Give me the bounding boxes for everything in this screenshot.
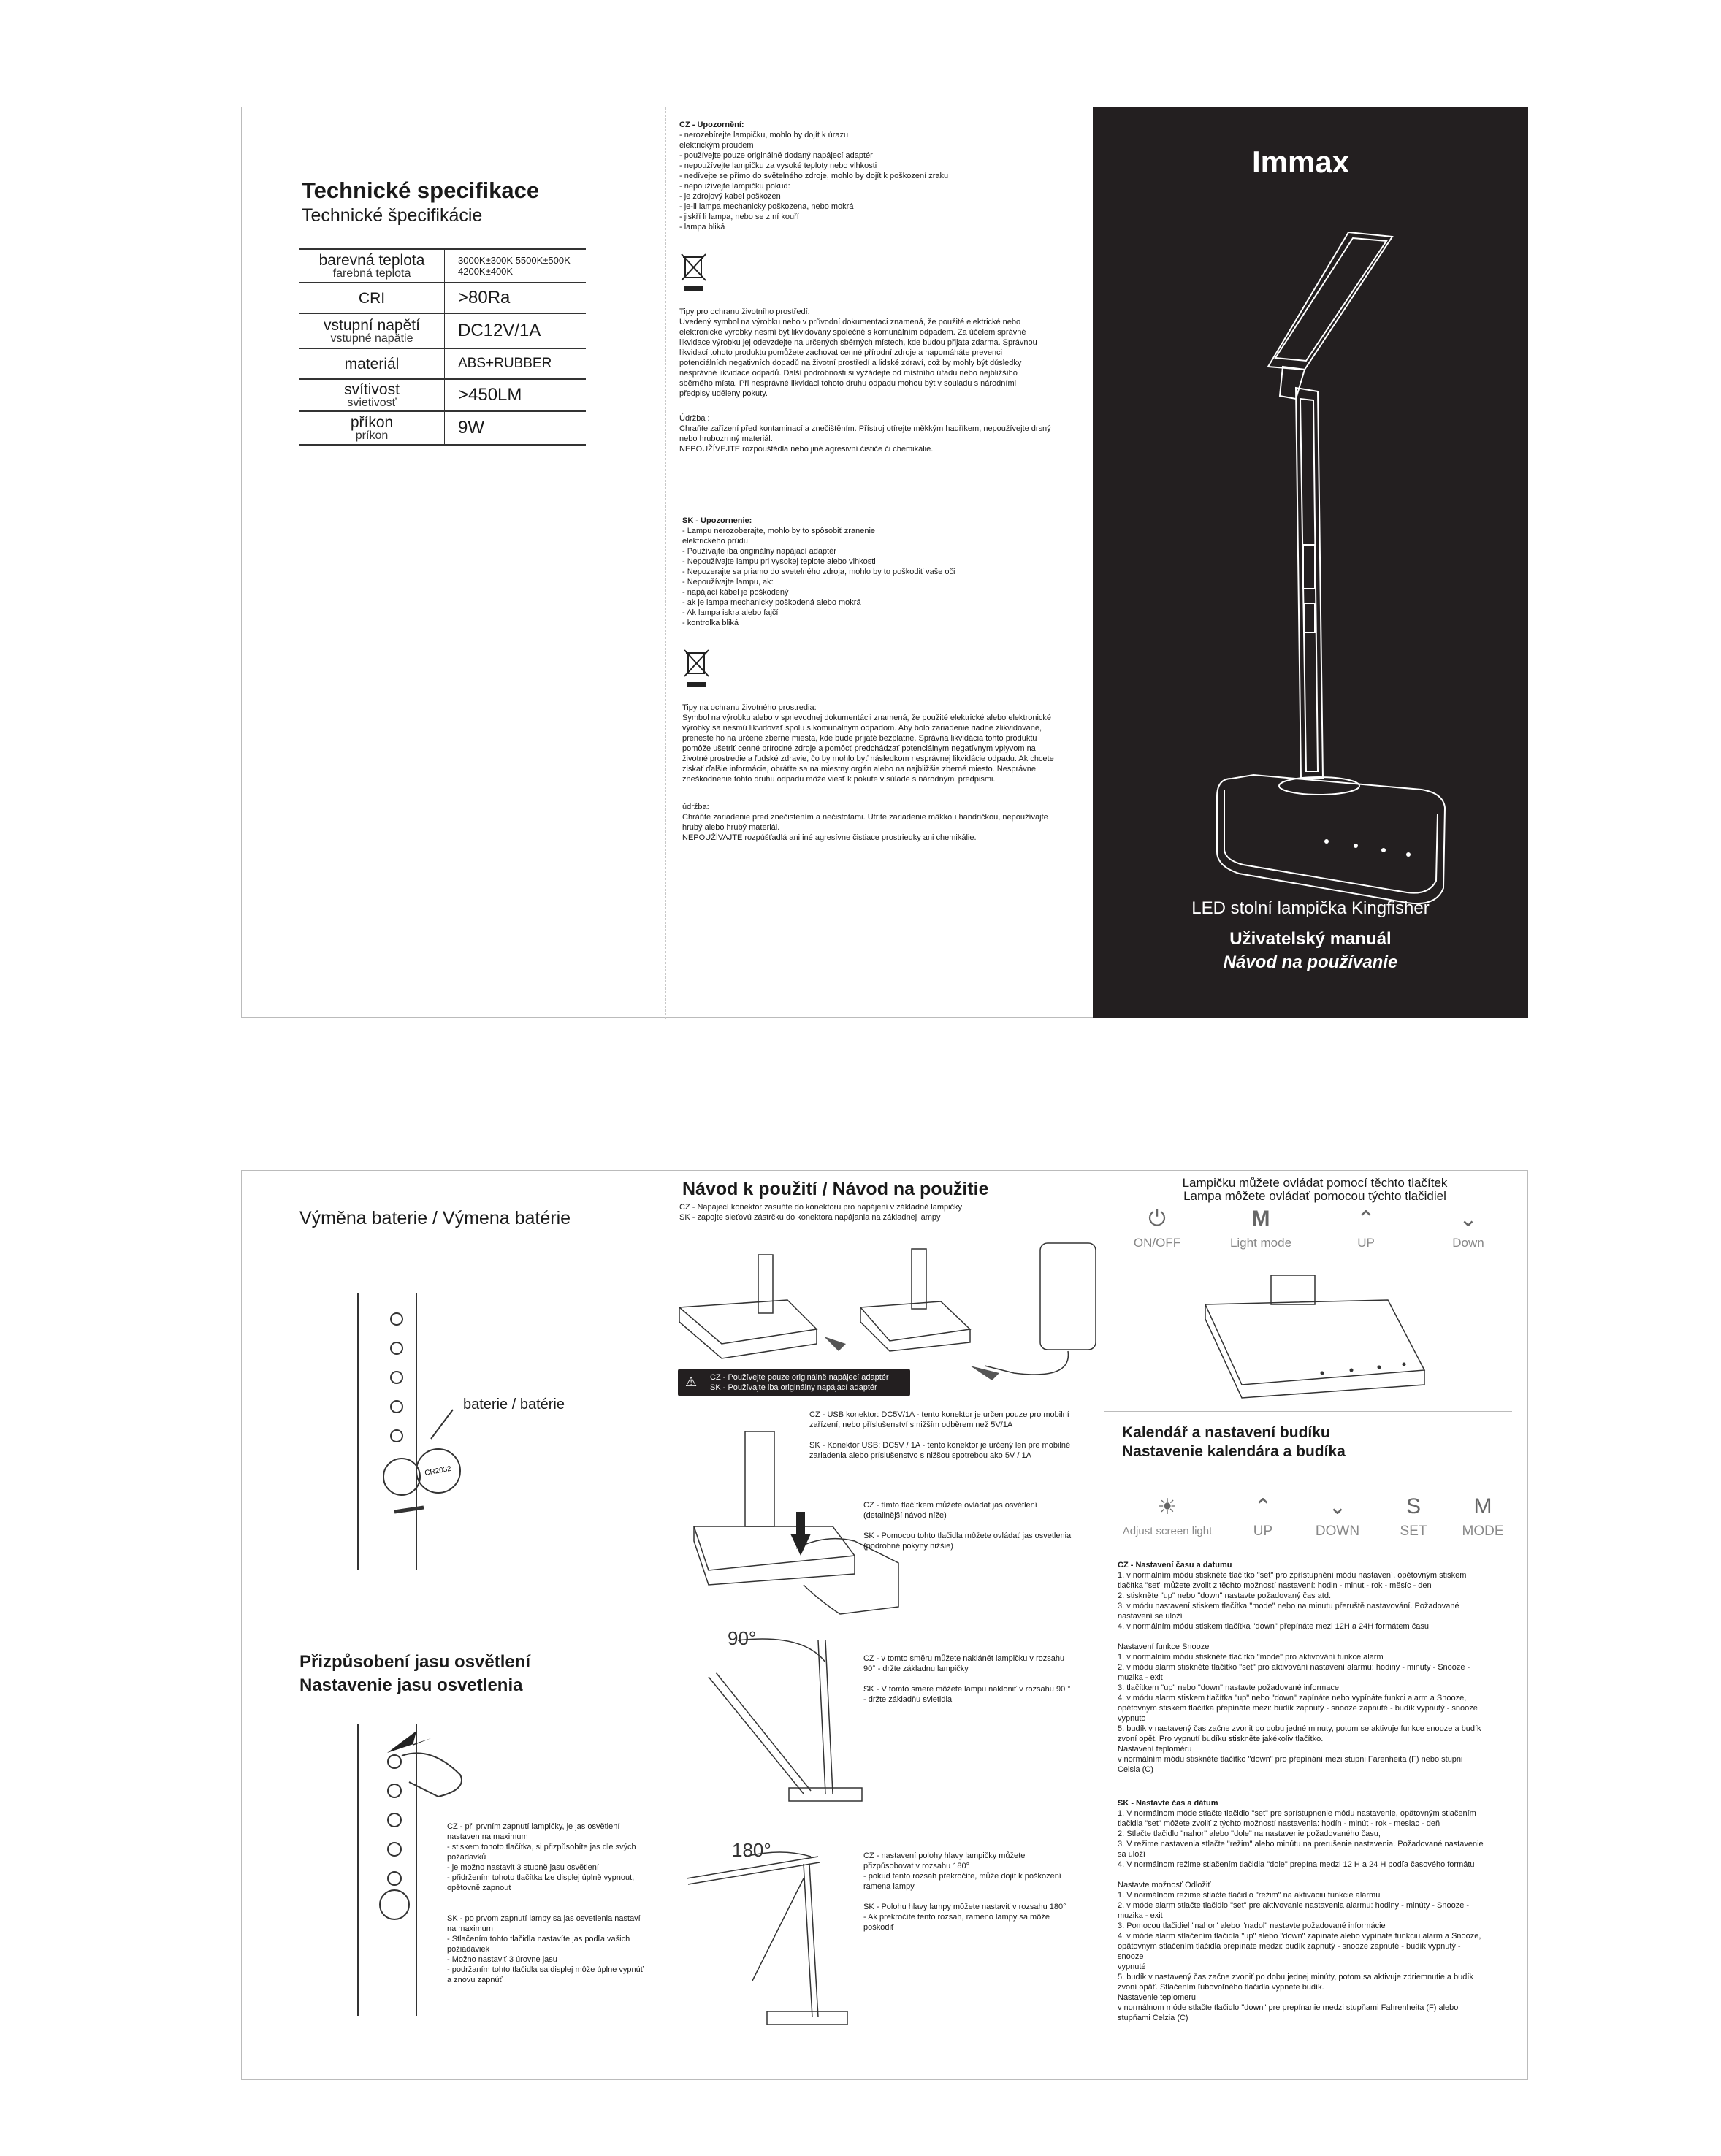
warnings-sk <box>682 516 1091 628</box>
spec-value: 9W <box>458 418 484 437</box>
angle180-label: 180° <box>732 1839 771 1861</box>
weee-bin-icon <box>679 251 709 295</box>
chevron-down-icon: ⌄ <box>1459 1207 1478 1231</box>
spec-label: příkon <box>350 413 394 431</box>
spec-label: barevná teplota <box>318 251 425 269</box>
spec-title-sk: Technické špecifikácie <box>302 205 483 226</box>
lamp-base-illustration <box>1198 1275 1432 1399</box>
battery-title: Výměna baterie / Výmena batérie <box>299 1208 571 1228</box>
calendar-sk-title: SK - Nastavte čas a dátum <box>1118 1799 1218 1808</box>
cal-button-label: DOWN <box>1315 1524 1360 1539</box>
cal-button-label: UP <box>1253 1524 1273 1539</box>
controls-title-sk: Lampa môžete ovládať pomocou týchto tlačidiel <box>1183 1189 1446 1203</box>
angle180-text: CZ - nastavení polohy hlavy lampičky můžete přizpůsobovat v rozsahu 180° - pokud tento rozsah překročíte, může dojít k poškození ramena lampy SK - Polohu hlavy lampy môžete nastaviť v rozsahu 180° - Ak prekročíte tento rozsah, rameno lampy sa môže poškodiť <box>863 1851 1066 1932</box>
control-up <box>1329 1207 1403 1250</box>
control-down <box>1432 1207 1505 1250</box>
spec-title-cz: Technické specifikace <box>302 177 540 203</box>
set-icon: S <box>1405 1494 1421 1518</box>
battery-callout: baterie / batérie <box>463 1396 565 1413</box>
product-name: LED stolní lampička Kingfisher <box>1191 898 1430 918</box>
lamp-illustration <box>1173 223 1480 983</box>
warning-sk-title: SK - Upozornenie: <box>682 516 752 525</box>
control-mode <box>1217 1207 1305 1250</box>
calendar-cz-text: 1. v normálním módu stiskněte tlačítko "set" pro zpřístupnění módu nastavení, opětovným stiskem tlačítka "set" můžete zvolit z těchto možností nastavení: hodin - minut - rok - měsíc - den 2. stiskněte "up" nebo "down" nastavte požadovaný čas atd. 3. v módu nastavení stiskem tlačítka "mode" nebo na minutu přeruště nastavování. Požadované nastavení se uloží 4. v normálním módu stiskem tlačítka "down" přepínáte mezi 12H a 24H formátem času Nastavení funkce Snooze 1. v normálním módu stiskněte tlačítko "mode" pro aktivování funkce alarm 2. v módu alarm stiskněte tlačítko "set" pro aktivování nastavení alarmu: hodiny - minuty - Snooze - muzika - exit 3. tlačítkem "up" nebo "down" nastavte požadované informace 4. v módu alarm stiskem tlačítka "up" nebo "down" zapínáte nebo vypínáte funkci alarm a Snooze, opětovným stiskem tlačítka přepínáte mezi: budík zapnutý - snooze zapnuté - budík vypnutý - snooze vypnuto 5. budík v nastavený čas začne zvonit po dobu jedné minuty, potom se aktivuje funkce snooze a budík zvoní opět. Pro vypnutí budíku stiskněte jakékoliv tlačítko. Nastavení teploměru v normálním módu stiskněte tlačítko "down" pro přepínání mezi stupni Farenheita (F) nebo stupni Celsia (C) <box>1118 1571 1481 1774</box>
spec-label: vstupní napětí <box>324 316 420 334</box>
mode-icon: M <box>1251 1207 1270 1231</box>
cal-button-label: SET <box>1400 1524 1427 1539</box>
spec-value: >450LM <box>458 385 522 405</box>
cal-adjust-light <box>1109 1494 1226 1538</box>
usage-usb: CZ - USB konektor: DC5V/1A - tento konektor je určen pouze pro mobilní zařízení, nebo příslušenství s nižším odběrem než 5V/1A SK - Konektor USB: DC5V / 1A - tento konektor je určený len pre mobilné zariadenia alebo príslušenstvo s nižšou spotrebou ako 5V / 1A <box>809 1410 1071 1460</box>
spec-label: svítivost <box>344 381 400 398</box>
chevron-down-icon: ⌄ <box>1328 1495 1347 1519</box>
brand-logo: Immax <box>1252 145 1350 179</box>
cal-button-label: Adjust screen light <box>1122 1525 1213 1537</box>
cover-panel <box>1093 107 1528 1018</box>
spec-row <box>299 379 586 411</box>
calendar-title-cz: Kalendář a nastavení budíku <box>1122 1424 1330 1441</box>
usage-warning-box <box>678 1369 910 1396</box>
calendar-sk <box>1118 1798 1527 2023</box>
sun-icon: ☀ <box>1157 1495 1178 1519</box>
spec-label: materiál <box>344 355 400 372</box>
angle90-illustration <box>687 1626 877 1816</box>
warning-cz-items: - nerozebírejte lampičku, mohlo by dojít k úrazu elektrickým proudem - používejte pouze originálně dodaný napájecí adaptér - nepoužívejte lampičku za vysoké teploty nebo vlhkosti - nedívejte se přímo do světelného zdroje, mohlo by dojít k poškození zraku - nepoužívejte lampičku pokud: - je zdrojový kabel poškozen - je-li lampa mechanicky poškozena, nebo mokrá - jiskří li lampa, nebo se z ní kouří - lampa bliká <box>679 131 949 232</box>
angle180-illustration <box>679 1835 869 2032</box>
weee-bin-icon <box>682 647 711 691</box>
spec-label-sk: svietivosť <box>347 396 397 409</box>
spec-row <box>299 348 586 379</box>
spec-row <box>299 249 586 283</box>
spec-value: 3000K±300K 5500K±500K 4200K±400K <box>458 255 571 277</box>
warning-cz-title: CZ - Upozornění: <box>679 121 744 129</box>
warning-sk-items: - Lampu nerozoberajte, mohlo by to spôsobiť zranenie elektrického prúdu - Používajte iba originálny napájací adaptér - Nepoužívajte lampu pri vysokej teplote alebo vlhkosti - Nepozerajte sa priamo do svetelného zdroja, mohlo by to poškodiť vaše oči - Nepoužívajte lampu, ak: - napájací kábel je poškodený - ak je lampa mechanicky poškodená alebo mokrá - Ak lampa iskra alebo fajčí - kontrolka bliká <box>682 527 955 627</box>
usage-title: Návod k použití / Návod na použitie <box>682 1179 989 1199</box>
brightness-text-sk: SK - po prvom zapnutí lampy sa jas osvetlenia nastaví na maximum - Stlačením tohto tlačidla nastavíte jas podľa vašich požiadaviek - Možno nastaviť 3 úrovne jasu - podržaním tohto tlačidla sa displej môže úplne vypnúť a znovu zapnúť <box>447 1914 644 1984</box>
calendar-cz <box>1118 1560 1527 1775</box>
angle90-label: 90° <box>728 1627 757 1649</box>
control-label: UP <box>1357 1236 1375 1250</box>
angle90-text: CZ - v tomto směru můžete naklánět lampičku v rozsahu 90° - držte základnu lampičky SK - V tomto smere môžete lampu nakloniť v rozsahu 90 ° - držte základňu svietidla <box>863 1654 1071 1704</box>
brightness-title-sk: Nastavenie jasu osvetlenia <box>299 1675 523 1695</box>
calendar-title-sk: Nastavenie kalendára a budíka <box>1122 1443 1346 1460</box>
spec-label-sk: vstupné napätie <box>330 332 413 345</box>
controls-divider <box>1104 1411 1512 1412</box>
care-sk: údržba: Chráňte zariadenie pred znečistením a nečistotami. Utrite zariadenie mäkkou handričkou, nepoužívajte hrubý alebo hrubý materiál. NEPOUŽÍVAJTE rozpúšťadlá ani iné agresívne čistiace prostriedky ani chemikálie. <box>682 803 1048 842</box>
battery-illustration <box>343 1293 497 1570</box>
cal-mode <box>1454 1494 1512 1540</box>
spec-value: DC12V/1A <box>458 321 541 340</box>
spec-table <box>299 248 586 446</box>
spec-label-sk: farebná teplota <box>332 267 411 280</box>
control-label: ON/OFF <box>1133 1236 1181 1250</box>
usage-button-text: CZ - tímto tlačítkem můžete ovládat jas osvětlení (detailnější návod níže) SK - Pomocou tohto tlačidla môžete ovládať jas osvetlenia (podrobné pokyny nižšie) <box>863 1501 1072 1551</box>
spec-row <box>299 313 586 348</box>
usage-warning-text: CZ - Používejte pouze originálně napájecí adaptér SK - Používajte iba originálny napájací adaptér <box>710 1373 889 1392</box>
cal-down <box>1305 1494 1370 1540</box>
warning-icon: ⚠ <box>685 1375 698 1389</box>
chevron-up-icon: ⌃ <box>1356 1207 1375 1231</box>
calendar-sk-text: 1. V normálnom móde stlačte tlačidlo "set" pre sprístupnenie módu nastavenie, opätovným stlačením tlačidla "set" môžete zvoliť z týchto možností nastavenia: hodín - minút - rok - mesiac - deň 2. Stlačte tlačidlo "nahor" alebo "dole" na nastavenie požadovaného času, 3. V režime nastavenia stlačte "režim" alebo minútu na prerušenie nastavenia. Požadované nastavenie sa uloží 4. V normálnom režime stlačením tlačidla "dole" prepína medzi 12 H a 24 H podľa časového formátu Nastavte možnosť Odložiť 1. V normálnom režime stlačte tlačidlo "režim" na aktiváciu funkcie alarmu 2. v móde alarm stlačte tlačidlo "set" pre aktivovanie nastavenia alarmu: hodiny - minúty - Snooze - muzika - exit 3. Pomocou tlačidiel "nahor" alebo "nadol" nastavte požadované informácie 4. v móde alarm stlačením tlačidla "up" alebo "down" zapínate alebo vypínate funkciu alarm a Snooze, opätovným stlačením tlačidla prepínate medzi: budík zapnutý - snooze zapnuté - budík vypnutý - snooze vypnuté 5. budík v nastavený čas začne zvoniť po dobu jednej minúty, potom sa aktivuje zdriemnutie a budík zvoní opäť. Stlačením ľubovoľného tlačidla vypnete budík. Nastavenie teplomeru v normálnom móde stlačte tlačidlo "down" pre prepínanie medzi stupňami Fahrenheita (F) alebo stupňami Celzia (C) <box>1118 1809 1484 2022</box>
spec-value: ABS+RUBBER <box>458 356 552 371</box>
calendar-cz-title: CZ - Nastavení času a datumu <box>1118 1561 1232 1570</box>
brightness-title-cz: Přizpůsobení jasu osvětlení <box>299 1652 531 1672</box>
usage-connect-illustration <box>678 1234 1102 1385</box>
control-label: Down <box>1452 1236 1484 1250</box>
manual-title-sk: Návod na používanie <box>1223 952 1398 972</box>
chevron-up-icon: ⌃ <box>1253 1495 1272 1519</box>
power-icon: ⏻ <box>1148 1207 1166 1231</box>
env-cz: Tipy pro ochranu životního prostředí: Uvedený symbol na výrobku nebo v průvodní dokumentaci znamená, že použité elektrické nebo elektronické výrobky nesmí být likvidovány společně s komunálním odpadem. Za účelem správné likvidace výrobku jej odevzdejte na určených sběrných místech, kde budou přijata zdarma. Správnou likvidací tohoto produktu pomůžete zachovat cenné přírodní zdroje a napomáháte prevenci potenciálních negativních dopadů na životní prostředí a lidské zdraví, což by mohly být důsledky nesprávné likvidace odpadů. Další podrobnosti si vyžádejte od místního úřadu nebo nejbližšího sběrného místa. Při nesprávné likvidaci tohoto druhu odpadu mohou být v souladu s národními předpisy uděleny pokuty. <box>679 307 1037 398</box>
usage-intro: CZ - Napájecí konektor zasuňte do konektoru pro napájení v základně lampičky SK - zapojte sieťovú zástrčku do konektora napájania na základnej lampy <box>679 1203 963 1222</box>
battery-cell-label: CR2032 <box>424 1464 452 1478</box>
spec-row <box>299 283 586 313</box>
control-label: Light mode <box>1229 1236 1292 1250</box>
care-cz: Údržba : Chraňte zařízení před kontaminací a znečištěním. Přístroj otírejte měkkým hadříkem, nepoužívejte drsný nebo hrubozrnný materiál. NEPOUŽÍVEJTE rozpouštědla nebo jiné agresivní čističe či chemikálie. <box>679 414 1051 454</box>
warnings-cz <box>679 120 1088 232</box>
cal-button-label: MODE <box>1462 1524 1504 1539</box>
cal-set <box>1388 1494 1439 1540</box>
spec-value: >80Ra <box>458 288 511 307</box>
brightness-text-cz: CZ - při prvním zapnutí lampičky, je jas osvětlení nastaven na maximum - stiskem tohoto tlačítka, si přizpůsobíte jas dle svých požadavků - je možno nastavit 3 stupně jasu osvětlení - přidržením tohoto tlačítka lze displej úplně vypnout, opětovně zapnout <box>447 1822 636 1892</box>
spec-label-sk: príkon <box>355 429 389 442</box>
control-onoff <box>1121 1207 1194 1250</box>
spec-row <box>299 411 586 445</box>
env-sk: Tipy na ochranu životného prostredia: Symbol na výrobku alebo v sprievodnej dokumentácii znamená, že použité elektrické alebo elektronické výrobky sa nesmú likvidovať spolu s komunálnym odpadom. Aby bolo zariadenie riadne zlikvidované, preneste ho na určené zberné miesta, kde bude prijaté bezplatne. Správna likvidácia tohto produktu pomôže ušetriť cenné prírodné zdroje a pomôcť predchádzať potenciálnym negatívnym vplyvom na životné prostredie a ľudské zdravie, čo by mohlo byť následkom nesprávnej likvidácie odpadu. Ak chcete ziskať ďalšie informácie, obráťte sa na miestny orgán alebo na najbližšie zberné miesto. Nesprávne zneškodnenie tohto druhu odpadu môže viesť k pokute v súlade s národnými predpismi. <box>682 703 1054 784</box>
manual-title-cz: Uživatelský manuál <box>1229 929 1392 949</box>
controls-title-cz: Lampičku můžete ovládat pomocí těchto tlačítek <box>1182 1176 1448 1190</box>
spec-label: CRI <box>358 289 386 307</box>
cal-up <box>1237 1494 1289 1540</box>
mode-icon: M <box>1473 1494 1492 1518</box>
fold-line <box>665 107 666 1019</box>
